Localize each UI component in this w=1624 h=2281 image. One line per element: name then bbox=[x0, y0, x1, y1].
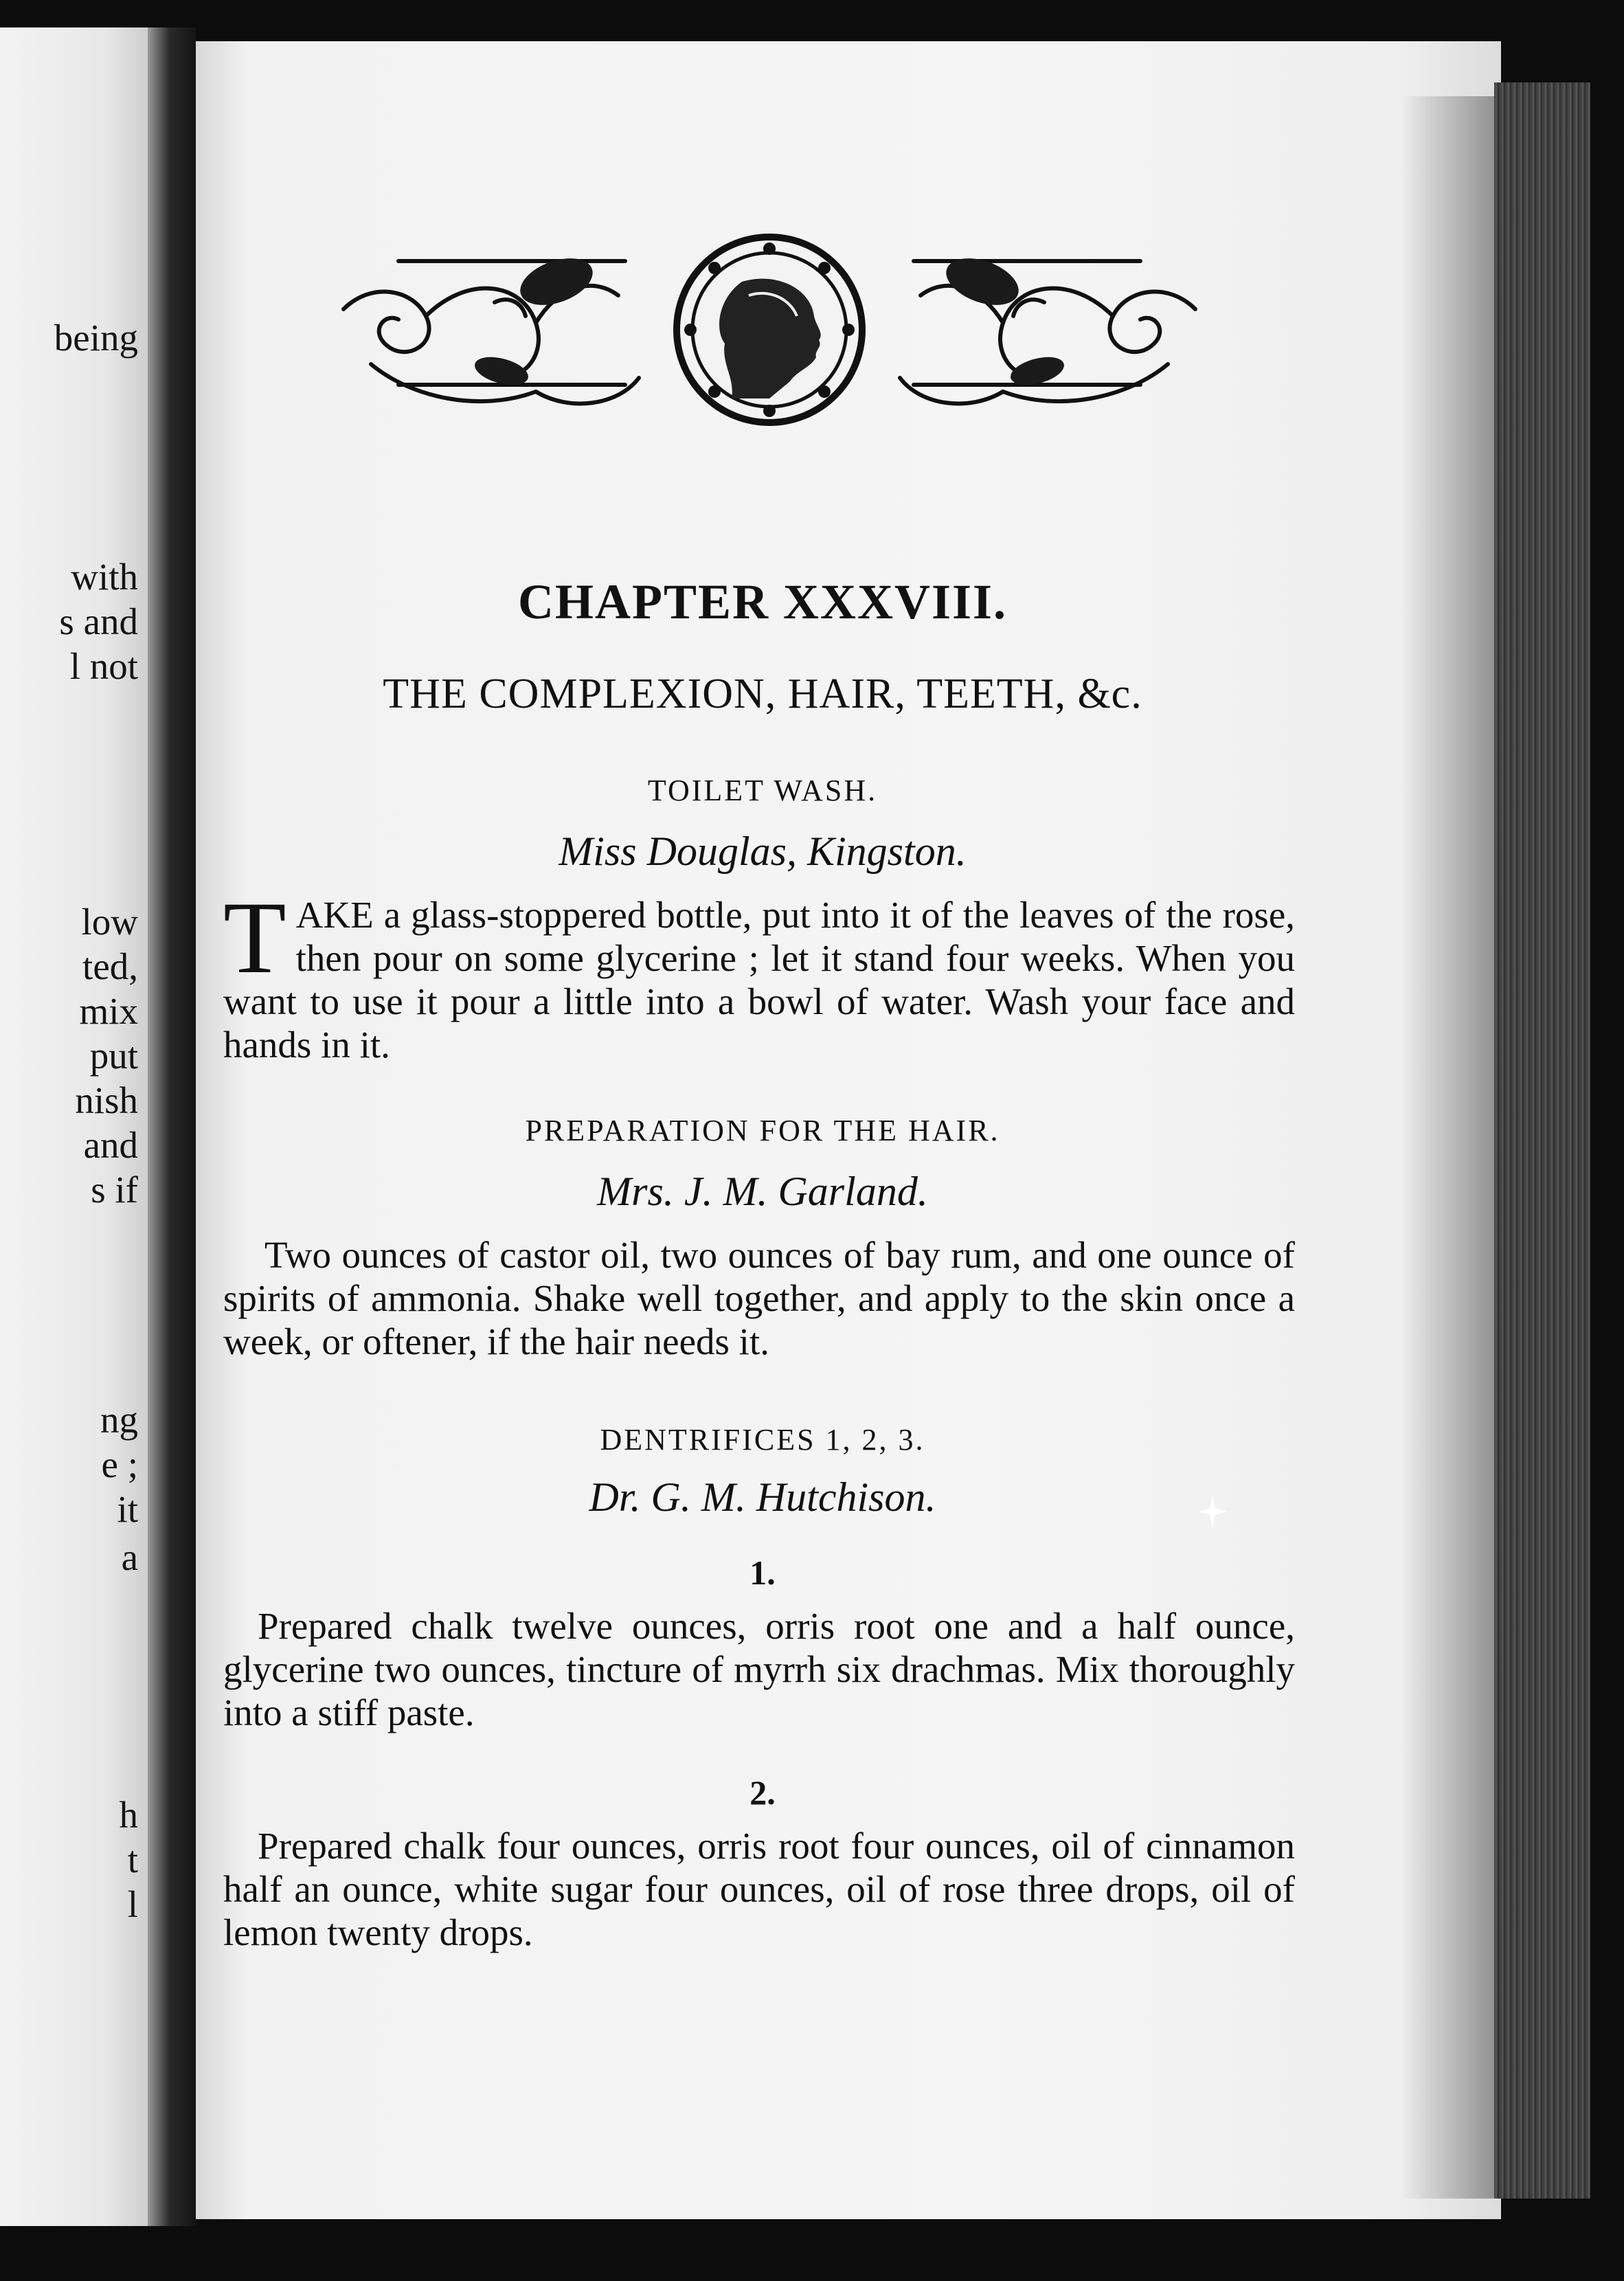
left-page-fragment: mix bbox=[79, 990, 138, 1032]
section-author: Mrs. J. M. Garland. bbox=[597, 1169, 928, 1214]
left-page-fragment: s if bbox=[91, 1169, 138, 1211]
left-facing-page bbox=[0, 27, 148, 2226]
recipe-body: AKE a glass-stoppered bottle, put into it of the leaves of the rose, then pour on some glycerine ; let it stand four weeks. When you want to use it pour a little into a bowl of water. Wash your face and hands in it. bbox=[223, 894, 1295, 1066]
left-page-fragment: it bbox=[117, 1488, 138, 1530]
section-heading: PREPARATION FOR THE HAIR. bbox=[525, 1114, 1000, 1147]
chapter-heading: CHAPTER XXXVIII. bbox=[517, 574, 1008, 629]
section-heading: TOILET WASH. bbox=[647, 774, 878, 807]
recipe-text bbox=[223, 881, 1295, 1066]
recipe-text: Prepared chalk twelve ounces, orris root one and a half ounce, glycerine two ounces, tincture of myrrh six drachmas. Mix thoroughly into a stiff paste. bbox=[223, 1605, 1295, 1733]
chapter-title: THE COMPLEXION, HAIR, TEETH, &c. bbox=[383, 671, 1142, 717]
left-page-fragment: a bbox=[121, 1536, 138, 1578]
left-page-fragment: e ; bbox=[101, 1443, 138, 1485]
left-page-fragment: put bbox=[89, 1035, 138, 1077]
section-heading: DENTRIFICES 1, 2, 3. bbox=[600, 1423, 925, 1457]
left-page-fragment: low bbox=[81, 901, 138, 943]
left-page-fragment: being bbox=[54, 317, 138, 359]
drop-cap: T bbox=[223, 881, 286, 995]
page-edge-shadow bbox=[1401, 96, 1498, 2199]
left-page-fragment: nish bbox=[75, 1079, 138, 1121]
left-page-fragment: ng bbox=[100, 1399, 138, 1441]
recipe-number: 2. bbox=[749, 1773, 776, 1812]
recipe-number: 1. bbox=[749, 1553, 776, 1592]
left-page-fragment: h bbox=[119, 1794, 138, 1836]
left-page-fragment: t bbox=[127, 1839, 138, 1880]
recipe-text: Two ounces of castor oil, two ounces of bay rum, and one ounce of spirits of ammonia. Shake well together, and apply to the skin once a week, or oftener, if the hair needs it. bbox=[223, 1234, 1295, 1362]
left-page-fragment: s and bbox=[59, 600, 138, 642]
left-page-fragment: and bbox=[83, 1124, 138, 1166]
left-page-fragment: l not bbox=[69, 645, 138, 687]
left-page-fragment: ted, bbox=[82, 945, 138, 987]
section-author: Miss Douglas, Kingston. bbox=[559, 829, 967, 874]
book-gutter bbox=[148, 27, 196, 2226]
left-page-fragment: l bbox=[127, 1883, 138, 1925]
recipe-text: Prepared chalk four ounces, orris root four ounces, oil of cinnamon half an ounce, white sugar four ounces, oil of rose three drops, oil of lemon twenty drops. bbox=[223, 1825, 1295, 1953]
section-author: Dr. G. M. Hutchison. bbox=[589, 1474, 936, 1520]
ornament-headpiece bbox=[330, 234, 1209, 447]
book-fore-edge bbox=[1494, 82, 1590, 2199]
left-page-fragment: with bbox=[71, 556, 138, 598]
